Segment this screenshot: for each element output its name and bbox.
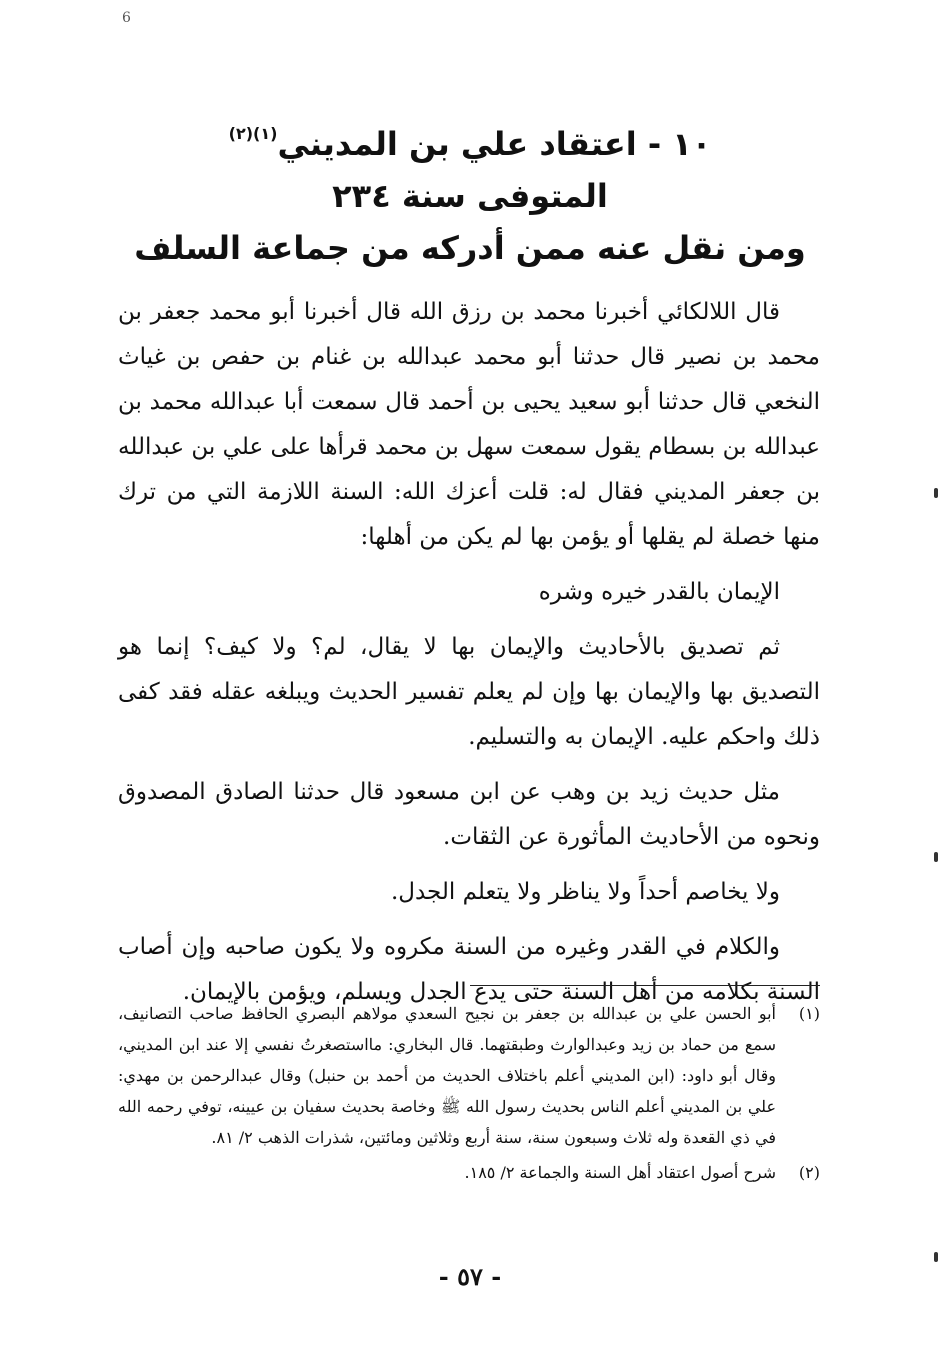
footnote-refs: (١)(٢) [228, 124, 278, 143]
footnotes [118, 998, 820, 1192]
paragraph: قال اللالكائي أخبرنا محمد بن رزق الله قال أخبرنا أبو محمد جعفر بن محمد بن نصير قال حدثنا أبو محمد عبدالله بن غنام بن حفص بن غياث النخعي قال حدثنا أبو سعيد يحيى بن أحمد قال سمعت أبا عبدالله محمد بن عبدالله بن بسطام يقول سمعت سهل بن محمد قرأها على علي بن عبدالله بن جعفر المديني فقال له: قلت أعزك الله: السنة اللازمة التي من ترك منها خصلة لم يقلها أو يؤمن بها لم يكن من أهلها: [118, 299, 820, 550]
footnote-number: (٢) [798, 1163, 820, 1182]
footnote-text: أبو الحسن علي بن عبدالله بن جعفر بن نجيح السعدي مولاهم البصري الحافظ صاحب التصانيف، سمع من حماد بن زيد وعبدالوارث وطبقتهما. قال البخاري: مااستصغرتُ نفسي إلا عند ابن المديني، وقال أبو داود: (ابن المديني أعلم باختلاف الحديث من أحمد بن حنبل) وقال عبدالرحمن بن مهدي: علي بن المديني أعلم الناس بحديث رسول الله ﷺ وخاصة بحديث سفيان بن عيينه، توفي رحمه الله في ذي القعدة وله ثلاث وسبعون سنة، سنة أربع وثلاثين ومائتين، شذرات الذهب ٢/ ٨١. [118, 1004, 776, 1147]
page-number: - ٥٧ - [438, 1262, 502, 1291]
paragraph: ولا يخاصم أحداً ولا يناظر ولا يتعلم الجدل. [390, 879, 780, 905]
footnote-separator [470, 985, 820, 986]
body-text [118, 290, 820, 1025]
footnote [118, 1157, 820, 1188]
chapter-heading [120, 108, 820, 274]
footnote-number: (١) [798, 1004, 820, 1023]
heading-title: ١٠ - اعتقاد علي بن المديني [277, 125, 712, 163]
scan-edge-mark [934, 852, 938, 862]
scan-edge-mark [934, 488, 938, 498]
heading-line-1 [120, 108, 820, 170]
footnote-text: شرح أصول اعتقاد أهل السنة والجماعة ٢/ ١٨٥. [464, 1163, 776, 1182]
footnote [118, 998, 820, 1153]
paragraph: ثم تصديق بالأحاديث والإيمان بها لا يقال، لم؟ ولا كيف؟ إنما هو التصديق بها والإيمان بها وإن لم يعلم تفسير الحديث ويبلغه عقله فقد كفى ذلك واحكم عليه. الإيمان به والتسليم. [118, 634, 820, 750]
heading-line-3: ومن نقل عنه ممن أدركه من جماعة السلف [134, 229, 806, 267]
paragraph: الإيمان بالقدر خيره وشره [538, 579, 780, 605]
heading-line-2: المتوفى سنة ٢٣٤ [332, 177, 608, 215]
paragraph: مثل حديث زيد بن وهب عن ابن مسعود قال حدثنا الصادق المصدوق ونحوه من الأحاديث المأثورة عن الثقات. [118, 779, 820, 850]
paragraph: والكلام في القدر وغيره من السنة مكروه ولا يكون صاحبه وإن أصاب السنة بكلامه من أهل السنة حتى يدع الجدل ويسلم، ويؤمن بالإيمان. [118, 934, 820, 1005]
scan-edge-mark [934, 1252, 938, 1262]
top-margin-mark: 6 [122, 10, 131, 26]
